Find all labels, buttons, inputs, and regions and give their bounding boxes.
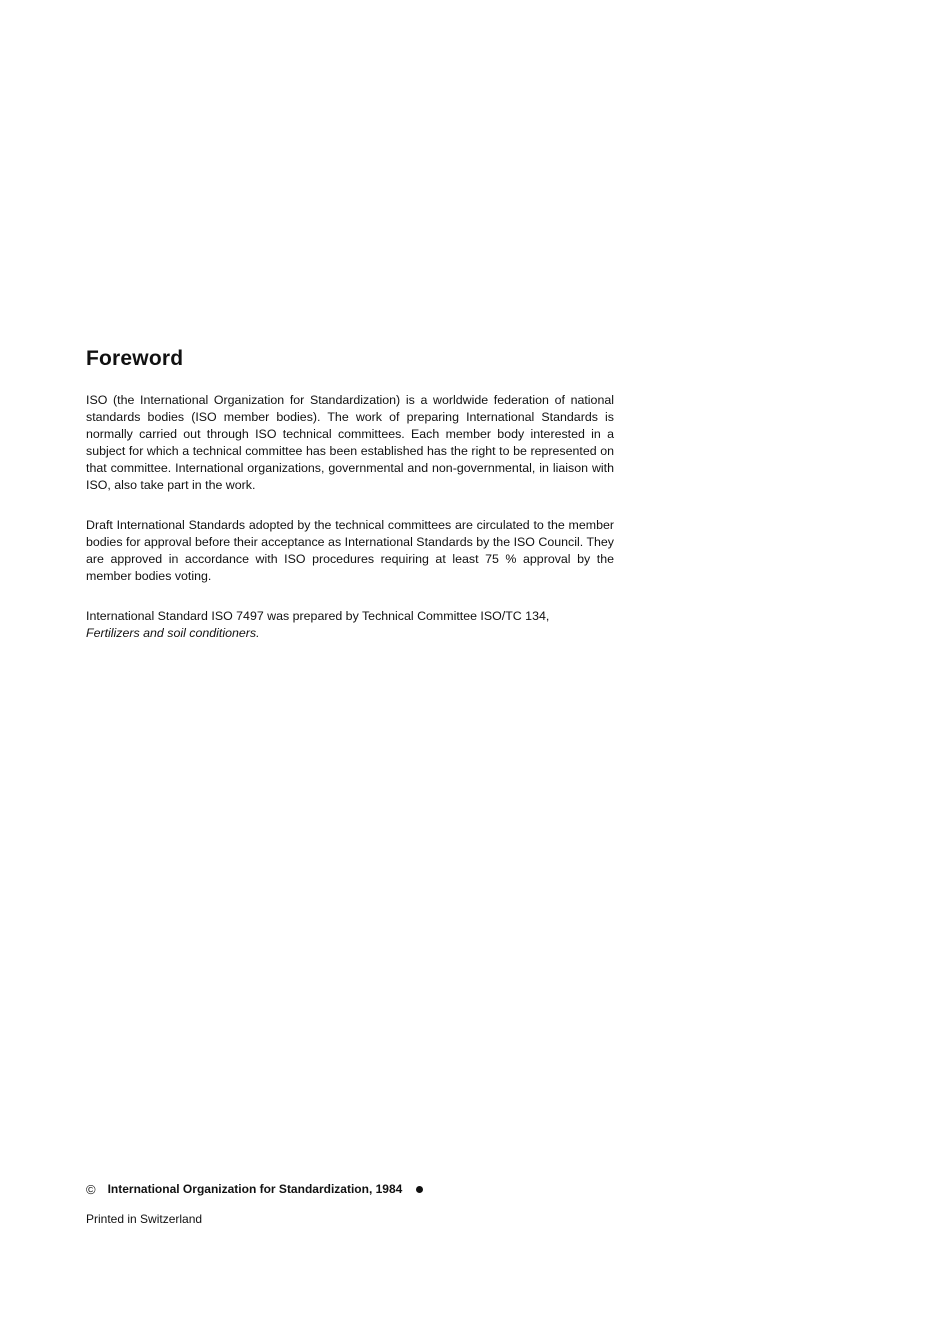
paragraph-prepared-by — [86, 608, 614, 642]
printed-in-text: Printed in Switzerland — [86, 1212, 203, 1226]
prepared-by-text: International Standard ISO 7497 was prepared by Technical Committee ISO/TC 134, — [86, 609, 550, 623]
copyright-text: International Organization for Standardization, 1984 — [107, 1182, 403, 1196]
copyright-symbol: © — [86, 1182, 96, 1197]
paragraph-iso-description: ISO (the International Organization for Standardization) is a worldwide federation of national standards bodies (ISO member bodies). The work of preparing International Standards is normally carried out through ISO technical committees. Each member body interested in a subject for which a technical committee has been established has the right to be represented on that committee. International organizations, governmental and non-governmental, in liaison with ISO, also take part in the work. — [86, 393, 614, 492]
paragraph-draft-standards: Draft International Standards adopted by the technical committees are circulated to the member bodies for approval before their acceptance as International Standards by the ISO Council. They are approved in accordance with ISO procedures requiring at least 75 % approval by the member bodies voting. — [86, 518, 614, 583]
copyright-line — [86, 1181, 586, 1198]
foreword-section — [86, 345, 614, 665]
committee-title: Fertilizers and soil conditioners. — [86, 626, 260, 640]
page-footer — [86, 1181, 586, 1228]
bullet-icon — [416, 1186, 423, 1193]
foreword-heading: Foreword — [86, 347, 184, 370]
